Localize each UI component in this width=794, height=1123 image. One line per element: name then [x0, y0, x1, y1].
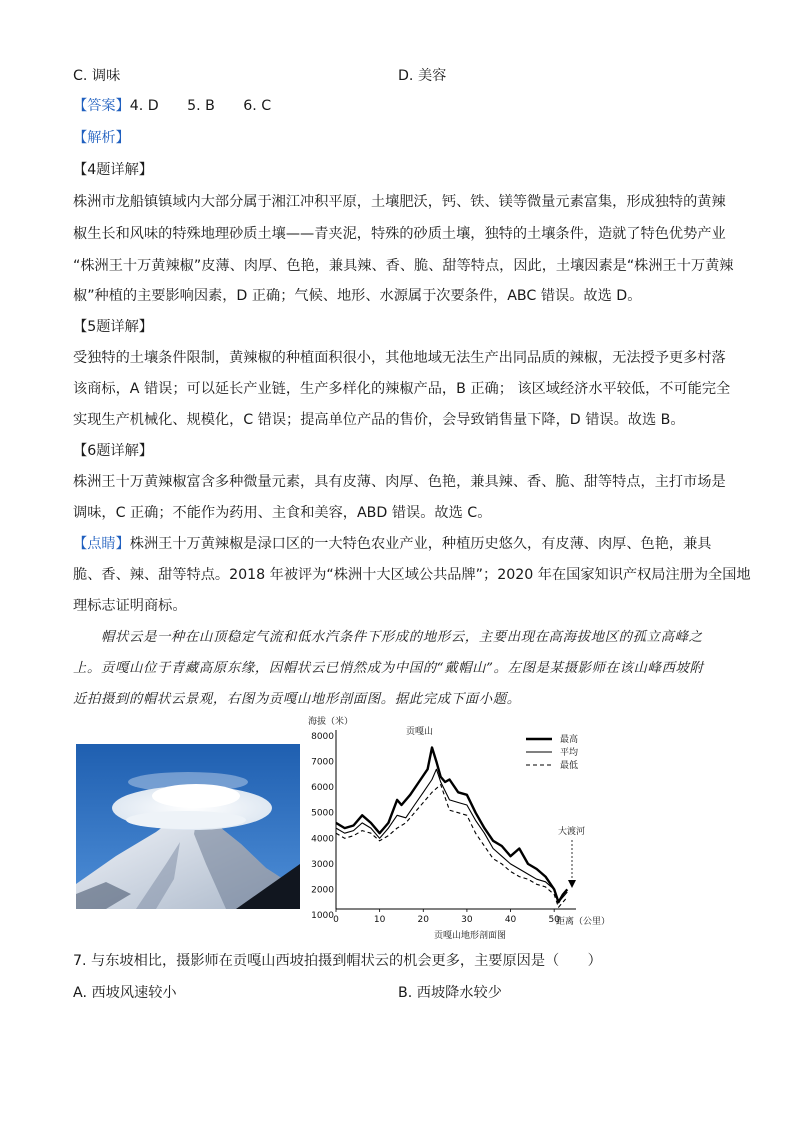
q5-header: 【5题详解】	[73, 319, 153, 335]
profile-chart	[306, 712, 624, 944]
q4-header: 【4题详解】	[73, 162, 153, 178]
passage-line: 近拍摄到的帽状云景观，右图为贡嘎山地形剖面图。据此完成下面小题。	[73, 692, 521, 707]
comment-first: 株洲王十万黄辣椒是渌口区的一大特色农业产业，种植历史悠久，有皮薄、肉厚、色艳，兼具	[129, 536, 712, 552]
y-tick-label: 8000	[311, 732, 334, 742]
comment-line: 理标志证明商标。	[73, 598, 187, 614]
legend-label: 最低	[560, 761, 579, 771]
x-tick-label: 10	[373, 915, 386, 925]
series-line-dashed	[336, 785, 567, 908]
x-tick-label: 40	[504, 915, 517, 925]
legend-label: 平均	[560, 748, 579, 758]
river-arrow-icon	[568, 880, 576, 888]
x-tick-label: 20	[417, 915, 429, 925]
q6-line: 调味，C 正确；不能作为药用、主食和美容，ABD 错误。故选 C。	[73, 505, 492, 521]
profile-chart-svg	[306, 712, 624, 944]
y-tick-label: 4000	[311, 834, 334, 845]
chart-xlabel: 距离（公里）	[556, 917, 611, 927]
comment-line	[73, 534, 711, 554]
y-tick-label: 5000	[311, 808, 334, 819]
y-tick-label: 1000	[311, 911, 334, 921]
answer-text: 4. D 5. B 6. C	[129, 98, 272, 114]
q4-line: 株洲市龙船镇镇域内大部分属于湘江冲积平原，土壤肥沃，钙、铁、镁等微量元素富集，形成独特的黄辣	[73, 194, 726, 210]
option-c: C. 调味	[73, 68, 121, 84]
river-annotation: 大渡河	[558, 827, 586, 837]
x-tick-label: 0	[333, 915, 339, 925]
passage-line: 帽状云是一种在山顶稳定气流和低水汽条件下形成的地形云，主要出现在高海拔地区的孤立高峰之	[73, 630, 703, 645]
analysis-tag: 【解析】	[73, 130, 130, 146]
y-tick-label: 7000	[311, 757, 334, 768]
y-tick-label: 2000	[311, 885, 334, 896]
y-tick-label: 3000	[311, 859, 334, 870]
answer-line	[73, 96, 271, 116]
q5-line: 实现生产机械化、规模化，C 错误；提高单位产品的售价，会导致销售量下降，D 错误。故选 B。	[73, 412, 685, 428]
q6-header: 【6题详解】	[73, 443, 153, 459]
option-d: D. 美容	[398, 68, 447, 84]
q7-stem: 7. 与东坡相比，摄影师在贡嘎山西坡拍摄到帽状云的机会更多，主要原因是（ ）	[73, 953, 602, 969]
passage-line: 上。贡嘎山位于青藏高原东缘，因帽状云已悄然成为中国的“戴帽山”。左图是某摄影师在该山峰西坡附	[73, 661, 704, 676]
q4-line: 椒”种植的主要影响因素，D 正确；气候、地形、水源属于次要条件，ABC 错误。故选 D。	[73, 288, 642, 304]
peak-annotation: 贡嘎山	[406, 727, 434, 737]
comment-line: 脆、香、辣、甜等特点。2018 年被评为“株洲十大区域公共品牌”；2020 年在国家知识产权局注册为全国地	[73, 567, 751, 583]
q5-line: 该商标，A 错误；可以延长产业链，生产多样化的辣椒产品，B 正确； 该区域经济水平较低，不可能完全	[73, 381, 731, 397]
y-tick-label: 6000	[311, 783, 334, 794]
comment-tag: 【点睛】	[73, 536, 130, 552]
chart-ylabel: 海拔（米）	[308, 717, 354, 727]
q7-option-b: B. 西坡降水较少	[398, 985, 502, 1001]
q5-line: 受独特的土壤条件限制，黄辣椒的种植面积很小，其他地域无法生产出同品质的辣椒，无法授予更多村落	[73, 350, 726, 366]
x-tick-label: 50	[548, 915, 560, 925]
legend-label: 最高	[560, 735, 579, 745]
series-line-thick	[336, 748, 567, 903]
q7-option-a: A. 西坡风速较小	[73, 985, 177, 1001]
cap-cloud-photo	[76, 744, 300, 909]
q4-line: 椒生长和风味的特殊地理砂质土壤——青夹泥，特殊的砂质土壤，独特的土壤条件，造就了特色优势产业	[73, 226, 726, 242]
q4-line: “株洲王十万黄辣椒”皮薄、肉厚、色艳，兼具辣、香、脆、甜等特点，因此，土壤因素是“株洲王十万黄辣	[73, 258, 734, 274]
cap-cloud-photo-image	[76, 744, 300, 909]
x-tick-label: 30	[461, 915, 473, 925]
answer-tag: 【答案】	[73, 98, 130, 114]
q6-line: 株洲王十万黄辣椒富含多种微量元素，具有皮薄、肉厚、色艳，兼具辣、香、脆、甜等特点，主打市场是	[73, 474, 726, 490]
chart-title: 贡嘎山地形剖面图	[434, 931, 507, 941]
